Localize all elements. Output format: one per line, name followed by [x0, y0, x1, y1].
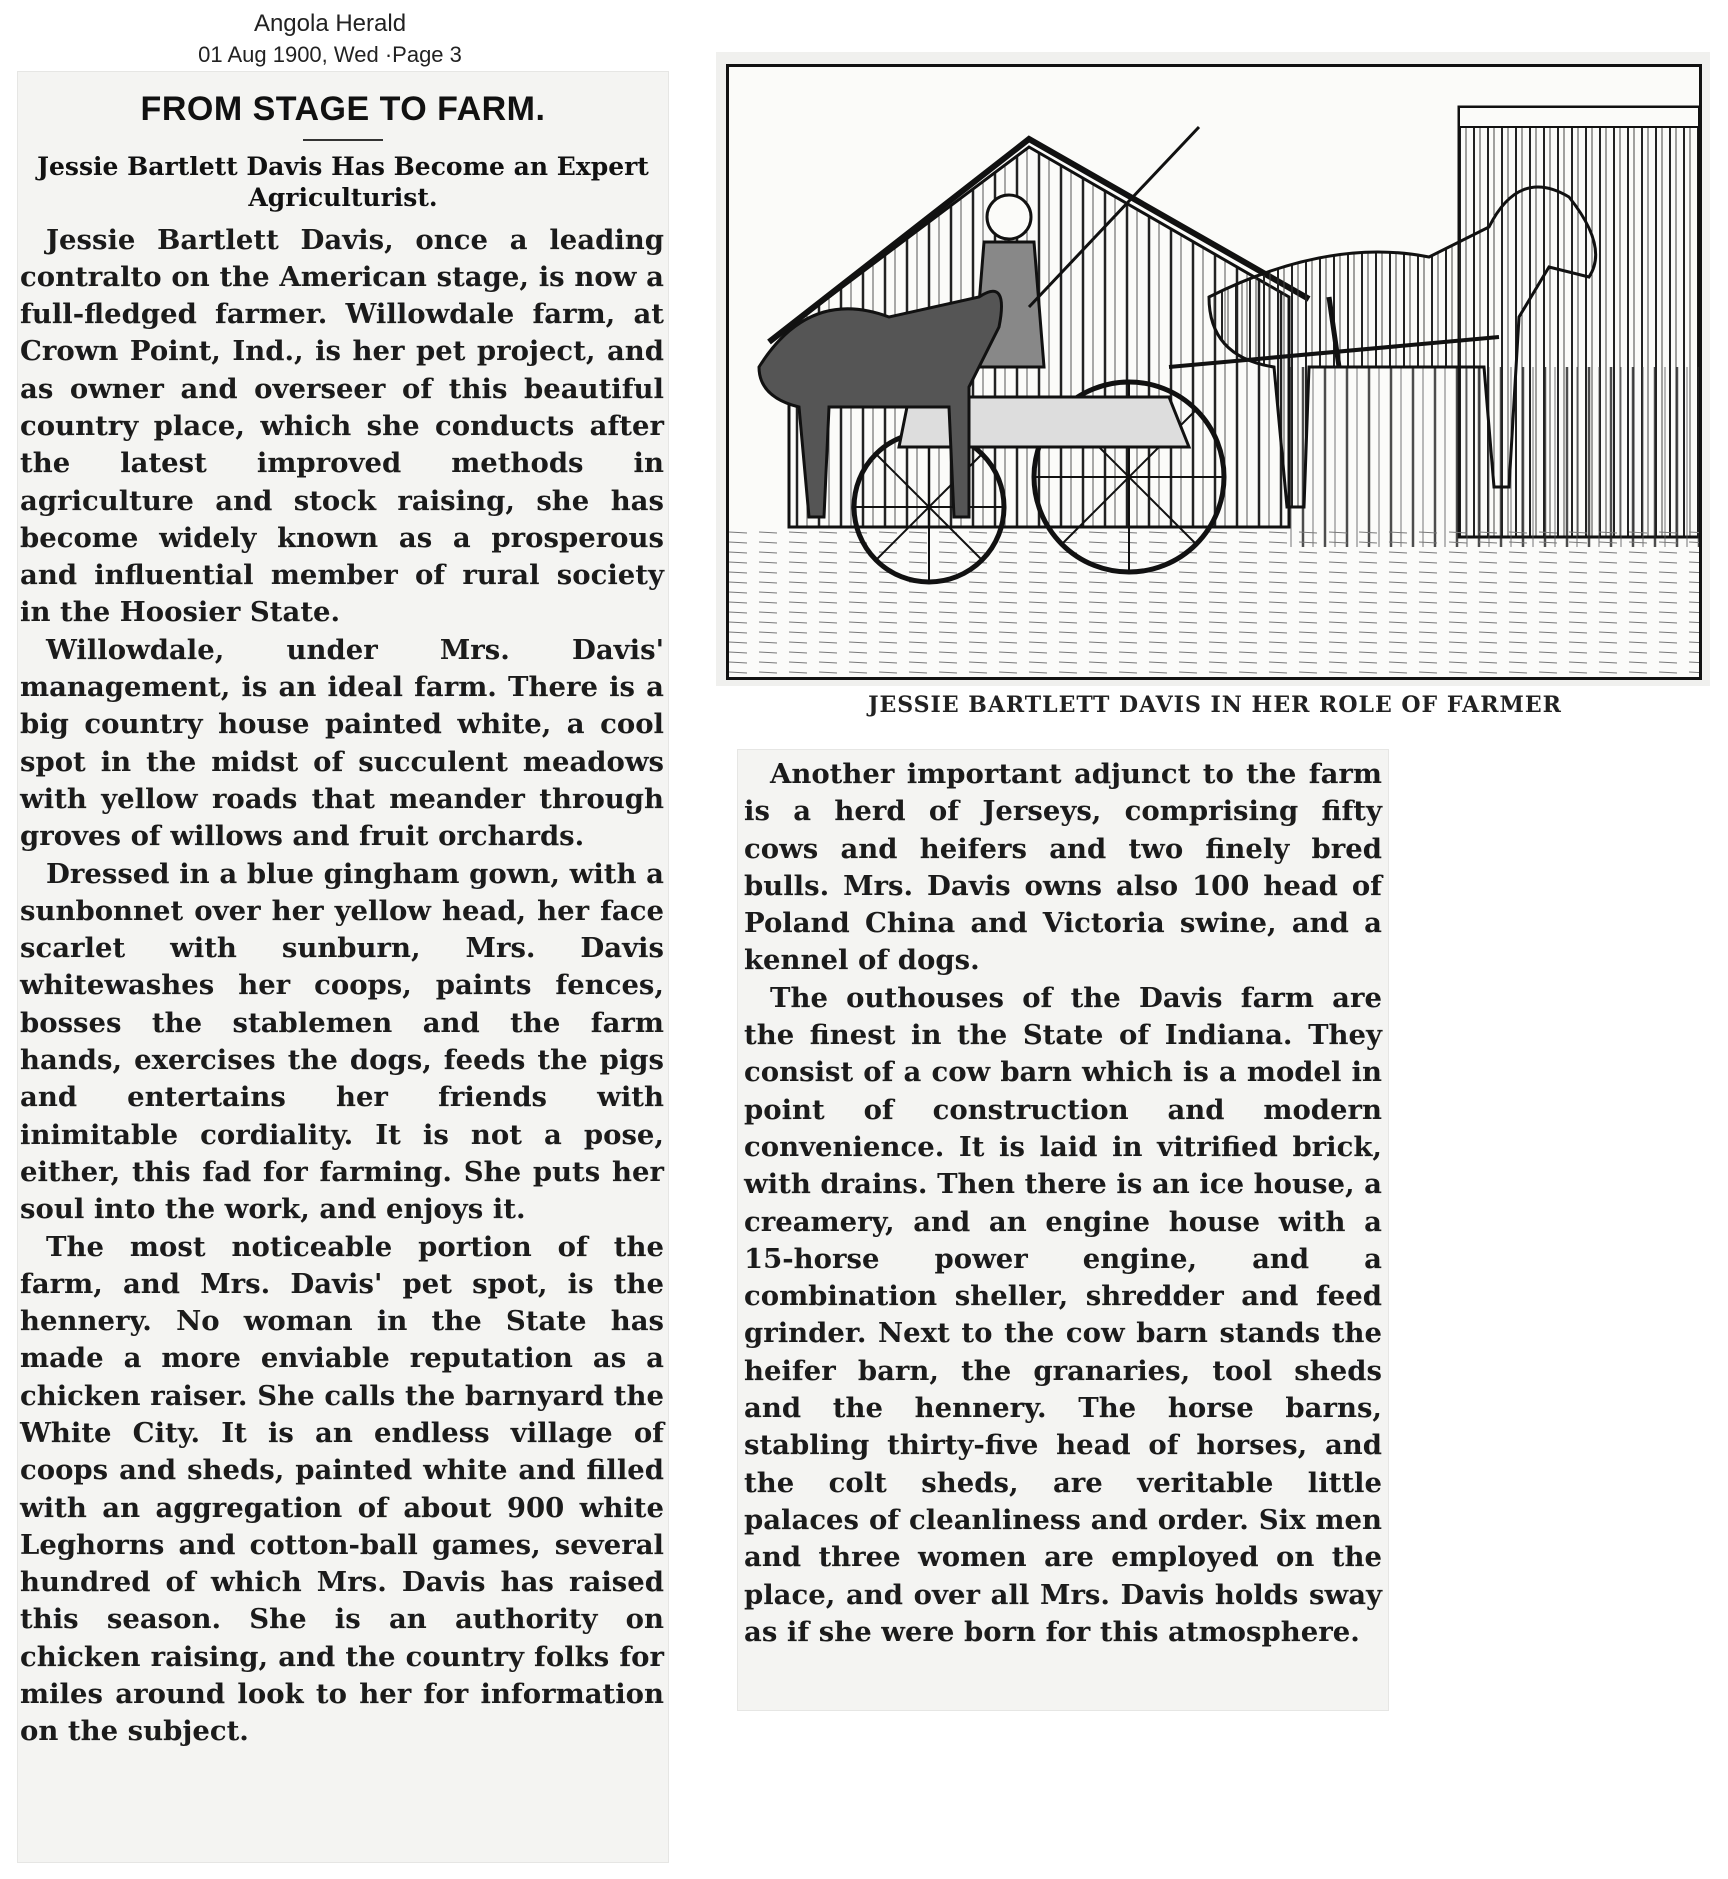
farm-scene-drawing [729, 67, 1699, 677]
paragraph: Another important adjunct to the farm is a herd of Jerseys, comprising fifty cows and heifers and two finely bred bulls. Mrs. Davis owns also 100 head of Poland China and Victoria swine, and a kennel of dogs. [744, 758, 1382, 977]
publication-date: 01 Aug 1900, Wed ·Page 3 [198, 42, 462, 68]
paragraph: The most noticeable portion of the farm, and Mrs. Davis' pet spot, is the hennery. No woman in the State has made a more enviable reputation as a chicken raiser. She calls the barnyard the White City. It is an endless village of coops and sheds, painted white and filled with an aggregation of about 900 white Leghorns and cotton-ball games, several hundred of which Mrs. Davis has raised this season. She is an authority on chicken raising, and the country folks for miles around look to her for information on the subject. [20, 1230, 664, 1748]
article-column-right [738, 750, 1388, 1710]
article-subheadline: Jessie Bartlett Davis Has Become an Expert Agriculturist. [37, 152, 649, 213]
paragraph: Jessie Bartlett Davis, once a leading contralto on the American stage, is now a full-fledged farmer. Willowdale farm, at Crown Point, Ind., is her pet project, and as owner and overseer of this beautiful country place, which she conducts after the latest improved methods in agriculture and stock raising, she has become widely known as a prosperous and influential member of rural society in the Hoosier State. [20, 223, 664, 629]
paragraph: The outhouses of the Davis farm are the finest in the State of Indiana. They consist of a cow barn which is a model in point of construction and modern convenience. It is laid in vitrified brick, with drains. Then there is an ice house, a creamery, and an engine house with a 15-horse power engine, and a combination sheller, shredder and feed grinder. Next to the cow barn stands the heifer barn, the granaries, tool sheds and the hennery. The horse barns, stabling thirty-five head of horses, and the colt sheds, are veritable little palaces of cleanliness and order. Six men and three women are employed on the place, and over all Mrs. Davis holds sway as if she were born for this atmosphere. [744, 981, 1382, 1648]
article-column-left [18, 72, 668, 1862]
article-body-left [18, 222, 668, 1751]
clipping-source [180, 8, 480, 70]
paragraph: Dressed in a blue gingham gown, with a sunbonnet over her yellow head, her face scarlet with sunburn, Mrs. Davis whitewashes her coops, paints fences, bosses the stablemen and the farm hands, exercises the dogs, feeds the pigs and entertains her friends with inimitable cordiality. It is not a pose, either, this fad for farming. She puts her soul into the work, and enjoys it. [20, 857, 664, 1226]
article-body-right [738, 750, 1388, 1651]
headline-rule [303, 139, 383, 141]
illustration-frame [726, 64, 1702, 680]
illustration-caption: JESSIE BARTLETT DAVIS IN HER ROLE OF FARMER [868, 692, 1562, 718]
article-illustration [716, 52, 1710, 686]
paragraph: Willowdale, under Mrs. Davis' management, is an ideal farm. There is a big country house painted white, a cool spot in the midst of succulent meadows with yellow roads that meander through groves of willows and fruit orchards. [20, 633, 664, 853]
publication-name: Angola Herald [253, 10, 407, 37]
article-headline: FROM STAGE TO FARM. [140, 90, 546, 128]
